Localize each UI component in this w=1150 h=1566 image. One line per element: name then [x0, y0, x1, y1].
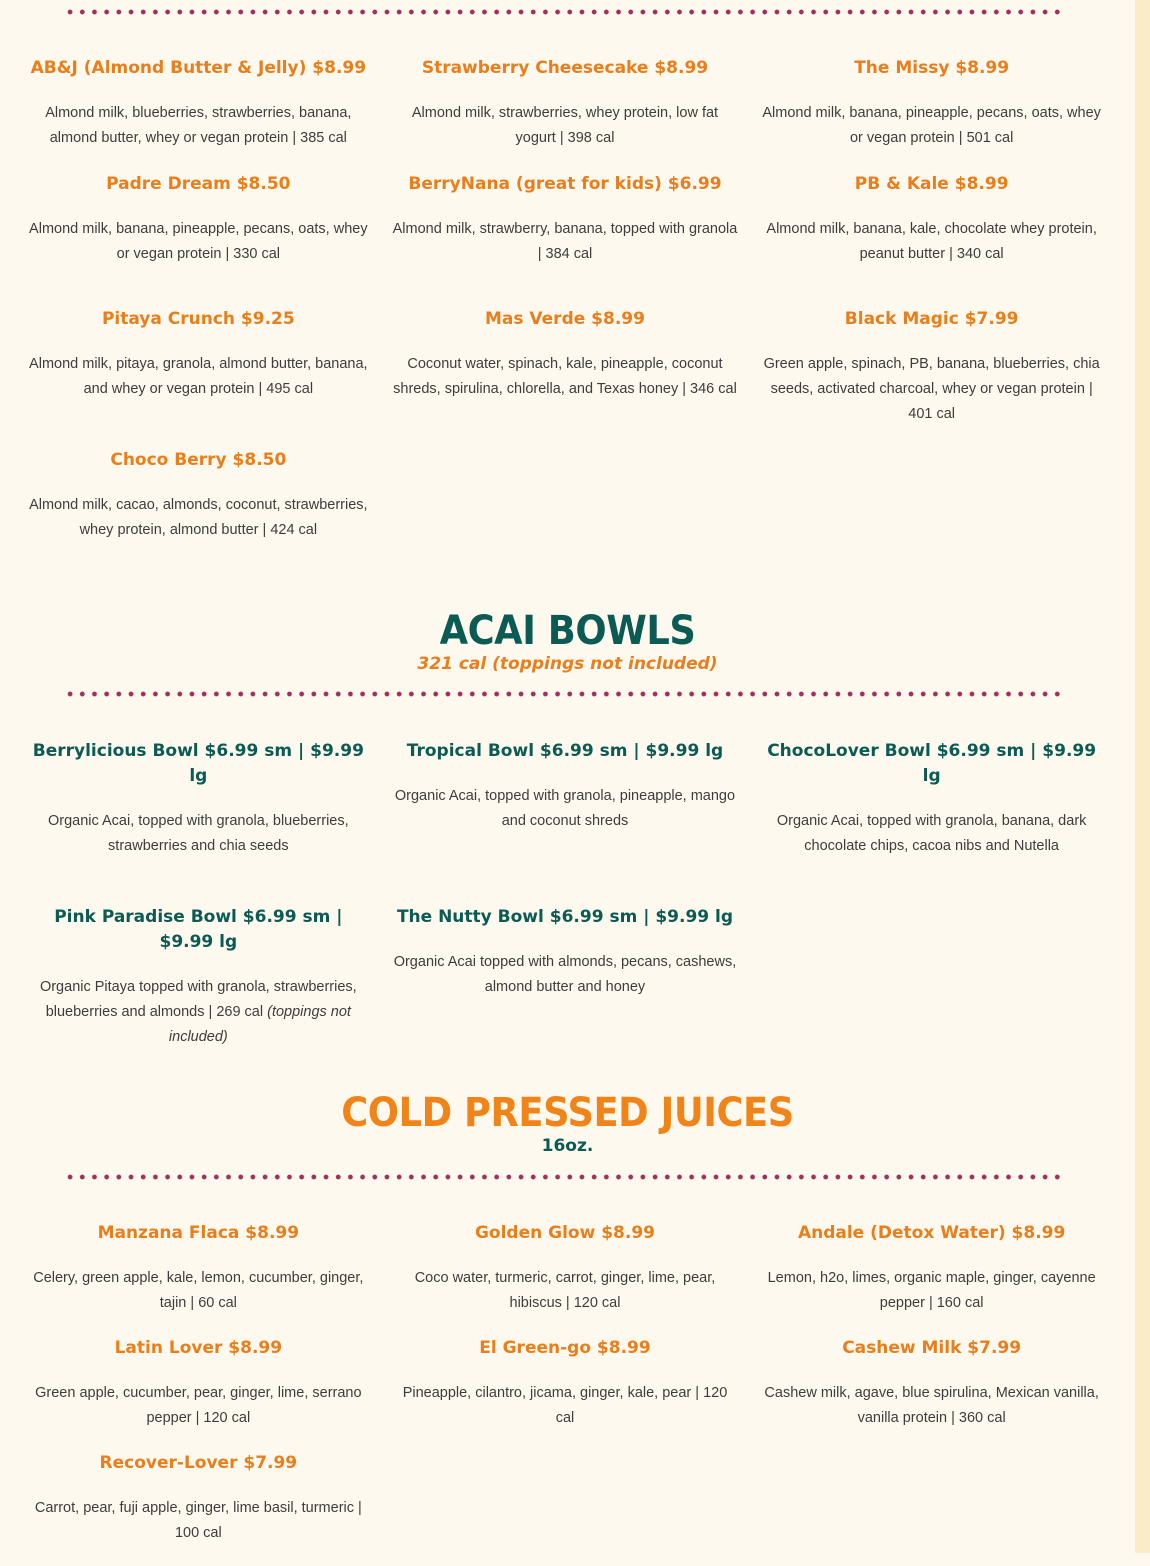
item-description-note: (toppings not included): [168, 1004, 351, 1045]
item-description: Organic Acai, topped with granola, banana, dark chocolate chips, cacoa nibs and Nutella: [776, 813, 1087, 854]
item-title: Padre Dream $8.50: [106, 174, 291, 194]
section-subtitle: 321 cal (toppings not included): [417, 654, 718, 674]
item-title: Black Magic $7.99: [844, 309, 1019, 329]
juices-section-header: [0, 1091, 1135, 1157]
acai-section-header: [0, 609, 1135, 675]
item-title: Strawberry Cheesecake $8.99: [421, 58, 709, 78]
item-title: Choco Berry $8.50: [110, 450, 287, 470]
menu-item: [382, 739, 749, 859]
menu-item: [15, 1221, 382, 1336]
item-description: Organic Acai topped with almonds, pecans, cashews, almond butter and honey: [393, 954, 737, 995]
item-description: Coconut water, spinach, kale, pineapple, coconut shreds, spirulina, chlorella, and Texas honey | 346 cal: [393, 356, 737, 397]
item-title: Golden Glow $8.99: [474, 1223, 655, 1243]
menu-item: [748, 56, 1115, 172]
item-description: Pineapple, cilantro, jicama, ginger, kale, pear | 120 cal: [402, 1385, 728, 1426]
smoothie-grid-c: [15, 448, 1115, 543]
menu-item: [748, 172, 1115, 288]
item-title: Cashew Milk $7.99: [842, 1338, 1022, 1358]
menu-item: [382, 1221, 749, 1336]
item-title: Recover-Lover $7.99: [99, 1453, 298, 1473]
item-title: Andale (Detox Water) $8.99: [797, 1223, 1066, 1243]
acai-grid-b: [15, 905, 1115, 1050]
item-description: Almond milk, strawberries, whey protein, low fat yogurt | 398 cal: [411, 105, 719, 146]
item-description: Organic Acai, topped with granola, blueberries, strawberries and chia seeds: [48, 813, 349, 854]
menu-item: [748, 1221, 1115, 1336]
menu-item: [15, 56, 382, 172]
item-description: Almond milk, banana, kale, chocolate whey protein, peanut butter | 340 cal: [766, 221, 1097, 262]
smoothie-grid-a: [15, 56, 1115, 288]
menu-item: [15, 905, 382, 1050]
menu-item: [15, 307, 382, 427]
menu-item: [382, 307, 749, 427]
item-title: BerryNana (great for kids) $6.99: [408, 174, 722, 194]
section-subtitle: 16oz.: [541, 1136, 594, 1156]
section-title: COLD PRESSED JUICES: [341, 1090, 794, 1136]
item-description: Celery, green apple, kale, lemon, cucumber, ginger, tajin | 60 cal: [33, 1270, 364, 1311]
menu-item: [15, 739, 382, 859]
page-edge-strip: [1135, 0, 1150, 1553]
smoothie-grid-b: [15, 307, 1115, 427]
item-description-text: Organic Pitaya topped with granola, strawberries, blueberries and almonds | 269 cal: [39, 979, 357, 1020]
item-description: Almond milk, cacao, almonds, coconut, strawberries, whey protein, almond butter | 424 cal: [29, 497, 368, 538]
menu-item: [15, 448, 382, 543]
item-description: Carrot, pear, fuji apple, ginger, lime basil, turmeric | 100 cal: [34, 1500, 362, 1541]
item-title: AB&J (Almond Butter & Jelly) $8.99: [30, 58, 367, 78]
juice-grid-a: [15, 1221, 1115, 1566]
item-title: Berrylicious Bowl $6.99 sm | $9.99 lg: [32, 741, 364, 786]
item-title: Mas Verde $8.99: [485, 309, 645, 329]
item-title: PB & Kale $8.99: [854, 174, 1009, 194]
item-title: El Green-go $8.99: [479, 1338, 651, 1358]
item-title: Pitaya Crunch $9.25: [101, 309, 295, 329]
item-title: Manzana Flaca $8.99: [97, 1223, 300, 1243]
menu-item: [748, 307, 1115, 427]
menu-item: [382, 1336, 749, 1451]
item-description: Cashew milk, agave, blue spirulina, Mexican vanilla, vanilla protein | 360 cal: [764, 1385, 1099, 1426]
item-title: Tropical Bowl $6.99 sm | $9.99 lg: [406, 741, 724, 761]
item-description: Green apple, spinach, PB, banana, blueberries, chia seeds, activated charcoal, whey or vegan protein | 401 cal: [763, 356, 1100, 422]
item-description: Almond milk, blueberries, strawberries, banana, almond butter, whey or vegan protein | 385 cal: [45, 105, 352, 146]
menu-item: [15, 1451, 382, 1566]
item-title: The Missy $8.99: [854, 58, 1010, 78]
item-description: Almond milk, banana, pineapple, pecans, oats, whey or vegan protein | 501 cal: [762, 105, 1101, 146]
dotted-divider: [64, 1173, 1066, 1181]
menu-item: [15, 172, 382, 288]
dotted-divider: [64, 8, 1066, 16]
item-title: Pink Paradise Bowl $6.99 sm | $9.99 lg: [54, 907, 343, 952]
item-description: Almond milk, strawberry, banana, topped with granola | 384 cal: [392, 221, 738, 262]
item-description: [25, 975, 372, 1050]
item-description: Almond milk, banana, pineapple, pecans, oats, whey or vegan protein | 330 cal: [29, 221, 368, 262]
menu-item: [15, 1336, 382, 1451]
menu-item: [748, 1336, 1115, 1451]
item-title: The Nutty Bowl $6.99 sm | $9.99 lg: [396, 907, 734, 927]
item-description: Lemon, h2o, limes, organic maple, ginger, cayenne pepper | 160 cal: [767, 1270, 1096, 1311]
section-title: ACAI BOWLS: [439, 608, 696, 654]
item-description: Organic Acai, topped with granola, pineapple, mango and coconut shreds: [394, 788, 736, 829]
item-title: Latin Lover $8.99: [114, 1338, 283, 1358]
menu-item: [382, 172, 749, 288]
item-title: ChocoLover Bowl $6.99 sm | $9.99 lg: [767, 741, 1097, 786]
menu-item: [748, 739, 1115, 859]
menu-item: [382, 905, 749, 1050]
item-description: Almond milk, pitaya, granola, almond butter, banana, and whey or vegan protein | 495 cal: [29, 356, 368, 397]
acai-grid-a: [15, 739, 1115, 859]
dotted-divider: [64, 690, 1066, 698]
menu-item: [382, 56, 749, 172]
item-description: Coco water, turmeric, carrot, ginger, lime, pear, hibiscus | 120 cal: [414, 1270, 716, 1311]
item-description: Green apple, cucumber, pear, ginger, lime, serrano pepper | 120 cal: [35, 1385, 362, 1426]
